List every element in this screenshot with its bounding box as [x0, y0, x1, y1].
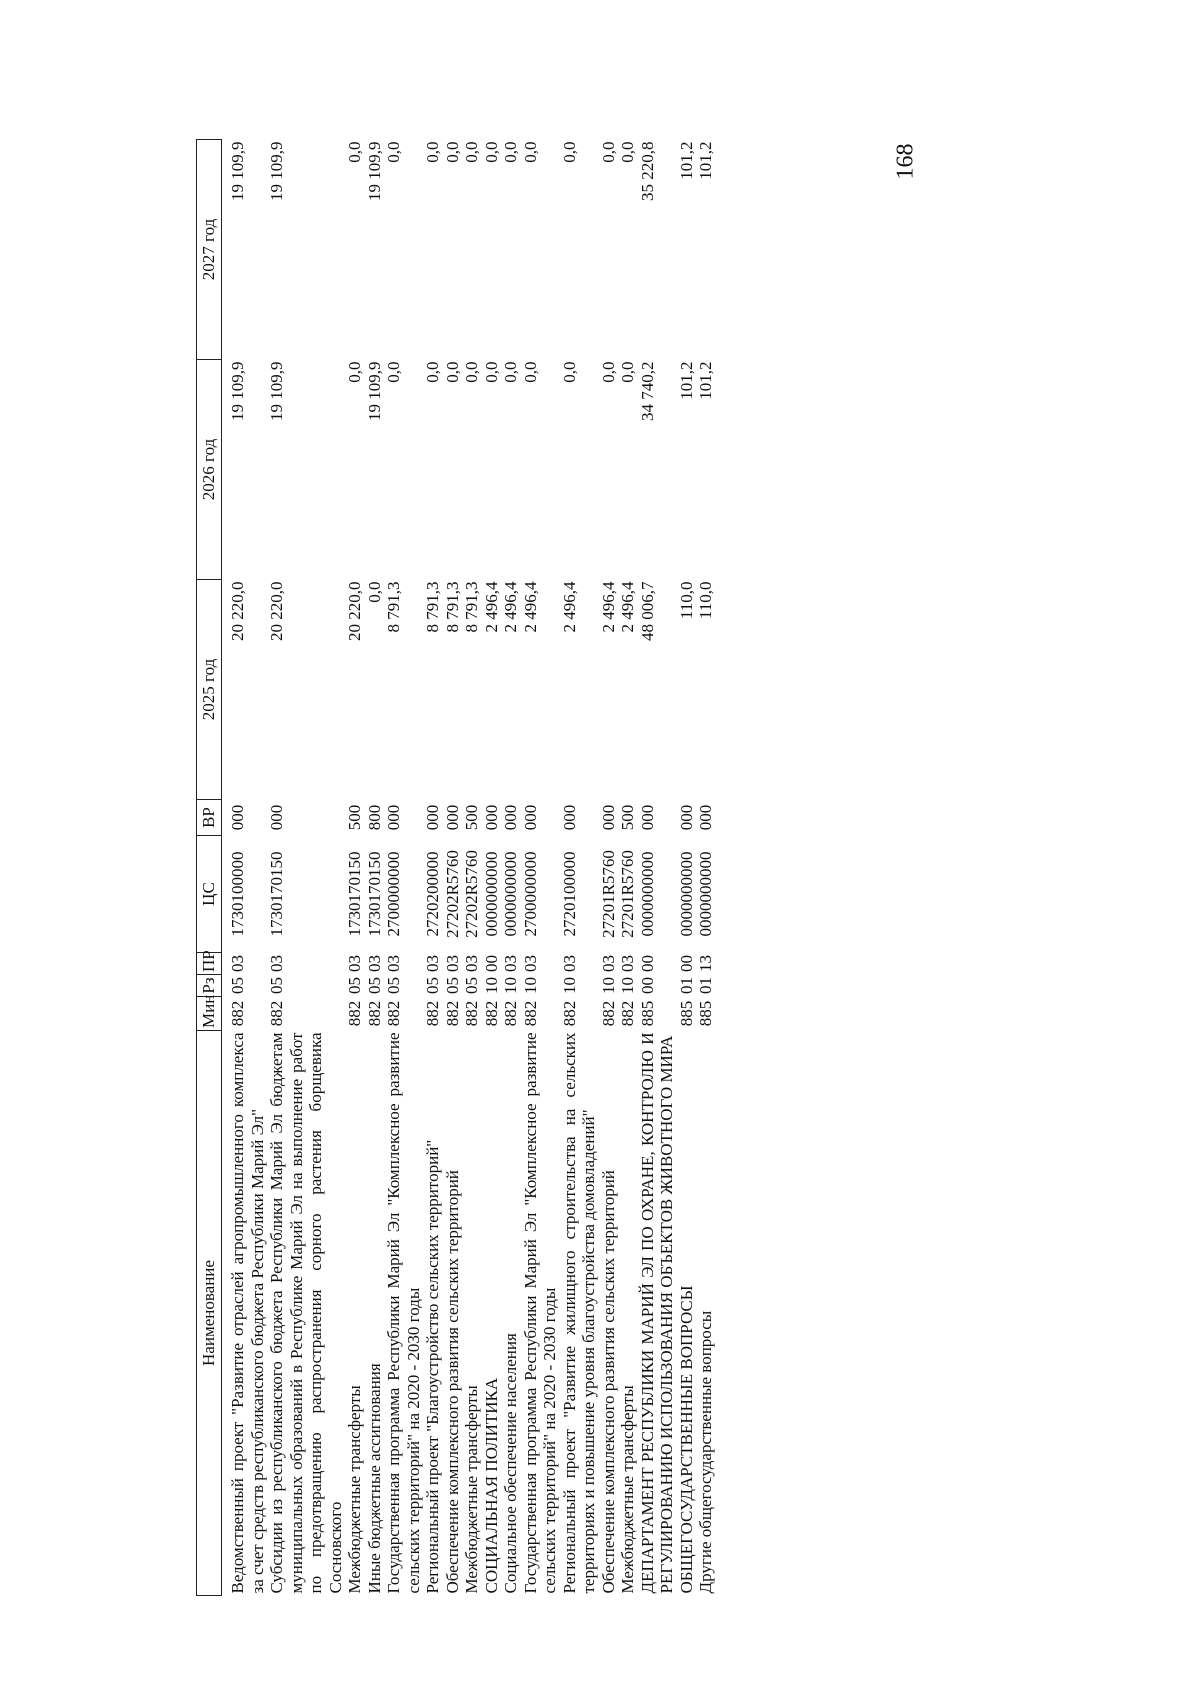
row-rz: 10: [618, 977, 637, 994]
row-rz: 01: [676, 977, 696, 994]
table-row: [521, 140, 560, 1596]
row-pr: 00: [481, 955, 501, 972]
row-2027: 19 109,9: [228, 141, 247, 201]
row-vr: 500: [345, 804, 364, 831]
row-cs: 0000000000: [696, 851, 715, 937]
row-2026: 19 109,9: [364, 361, 384, 421]
header-2027: 2027 год: [197, 140, 222, 360]
row-cs: 1730170150: [364, 851, 384, 937]
table-row: [560, 140, 599, 1596]
row-2025: 8 791,3: [442, 581, 462, 633]
row-2025: 110,0: [676, 581, 696, 620]
row-vr: 000: [598, 804, 618, 831]
row-pr: 03: [520, 955, 540, 972]
row-2025: 48 006,7: [637, 581, 657, 641]
row-2025: 20 220,0: [267, 581, 286, 641]
row-2025: 8 791,3: [423, 581, 442, 633]
row-name: Ведомственный проект "Развитие отраслей агропромышленного комплекса за счет средств республиканского бюджета Республики Марий Эл": [228, 1032, 267, 1594]
page-number: 168: [892, 143, 919, 180]
row-vr: 000: [501, 804, 520, 831]
row-name: Иные бюджетные ассигнования: [364, 1363, 384, 1594]
table-row: [696, 140, 716, 1596]
row-2026: 19 109,9: [267, 361, 286, 421]
row-name: СОЦИАЛЬНАЯ ПОЛИТИКА: [481, 1377, 501, 1594]
row-cs: 27202R5760: [462, 850, 481, 938]
row-rz: 10: [481, 977, 501, 994]
row-2027: 35 220,8: [637, 141, 657, 201]
row-2027: 0,0: [559, 141, 579, 163]
row-name: Региональный проект "Развитие жилищного строительства на сельских территориях и повышение уровня благоустройства домовладений": [559, 1032, 598, 1594]
row-2027: 0,0: [423, 141, 442, 163]
row-name: ДЕПАРТАМЕНТ РЕСПУБЛИКИ МАРИЙ ЭЛ ПО ОХРАНЕ, КОНТРОЛЮ И РЕГУЛИРОВАНИЮ ИСПОЛЬЗОВАНИЯ ОБЪЕКТОВ ЖИВОТНОГО МИРА: [637, 1032, 676, 1594]
rotated-page-content: [196, 140, 716, 1596]
row-vr: 000: [637, 804, 657, 831]
row-pr: 03: [345, 955, 364, 972]
row-2026: 0,0: [462, 361, 481, 383]
row-cs: 1730170150: [267, 851, 286, 937]
row-cs: 2720200000: [423, 851, 442, 937]
row-2025: 2 496,4: [598, 581, 618, 633]
row-rz: 05: [423, 977, 442, 994]
row-rz: 05: [345, 977, 364, 994]
table-row: [599, 140, 619, 1596]
row-pr: 03: [423, 955, 442, 972]
row-rz: 10: [501, 977, 520, 994]
row-cs: 0000000000: [637, 851, 657, 937]
row-2027: 0,0: [501, 141, 520, 163]
row-name: ОБЩЕГОСУДАРСТВЕННЫЕ ВОПРОСЫ: [676, 1285, 696, 1594]
row-cs: 0000000000: [676, 851, 696, 937]
row-name: Социальное обеспечение населения: [501, 1333, 520, 1594]
row-2026: 0,0: [423, 361, 442, 383]
row-min: 885: [637, 1000, 657, 1027]
row-cs: 27202R5760: [442, 850, 462, 938]
row-min: 882: [559, 1000, 579, 1027]
row-rz: 10: [520, 977, 540, 994]
row-name: Субсидии из республиканского бюджета Республики Марий Эл бюджетам муниципальных образований в Республике Марий Эл на выполнение работ по предотвращению распространения сорного растения борщевика Сосновского: [267, 1032, 345, 1594]
row-pr: 03: [364, 955, 384, 972]
row-min: 882: [364, 1000, 384, 1027]
table-row: [345, 140, 365, 1596]
row-2026: 0,0: [559, 361, 579, 383]
row-min: 882: [345, 1000, 364, 1027]
row-name: Государственная программа Республики Марий Эл "Комплексное развитие сельских территорий" на 2020 - 2030 годы: [520, 1032, 559, 1594]
row-pr: 03: [618, 955, 637, 972]
row-2026: 19 109,9: [228, 361, 247, 421]
row-cs: 2700000000: [384, 851, 403, 937]
row-min: 882: [481, 1000, 501, 1027]
row-min: 885: [696, 1000, 715, 1027]
row-rz: 05: [462, 977, 481, 994]
row-2026: 0,0: [442, 361, 462, 383]
row-rz: 05: [364, 977, 384, 994]
row-pr: 13: [696, 955, 715, 972]
row-cs: 0000000000: [501, 851, 520, 937]
row-rz: 10: [598, 977, 618, 994]
row-2025: 0,0: [364, 581, 384, 603]
row-rz: 10: [559, 977, 579, 994]
row-2027: 0,0: [462, 141, 481, 163]
row-vr: 000: [384, 804, 403, 831]
header-2025: 2025 год: [197, 580, 222, 800]
row-2027: 19 109,9: [364, 141, 384, 201]
row-rz: 01: [696, 977, 715, 994]
row-name: Государственная программа Республики Марий Эл "Комплексное развитие сельских территорий" на 2020 - 2030 годы: [384, 1032, 423, 1594]
row-2026: 101,2: [676, 361, 696, 400]
row-rz: 05: [442, 977, 462, 994]
row-cs: 0000000000: [481, 851, 501, 937]
row-2026: 0,0: [384, 361, 403, 383]
row-vr: 000: [559, 804, 579, 831]
row-2025: 2 496,4: [520, 581, 540, 633]
row-2026: 0,0: [520, 361, 540, 383]
row-vr: 000: [696, 804, 715, 831]
row-cs: 2720100000: [559, 851, 579, 937]
row-vr: 000: [228, 804, 247, 831]
row-2025: 2 496,4: [501, 581, 520, 633]
row-2025: 20 220,0: [345, 581, 364, 641]
row-min: 882: [598, 1000, 618, 1027]
row-min: 882: [267, 1000, 286, 1027]
table-body: [228, 140, 716, 1596]
row-2025: 2 496,4: [481, 581, 501, 633]
row-vr: 000: [676, 804, 696, 831]
header-vr: ВР: [197, 800, 222, 836]
row-2027: 0,0: [442, 141, 462, 163]
row-rz: 00: [637, 977, 657, 994]
header-cs: ЦС: [197, 836, 222, 953]
table-row: [443, 140, 463, 1596]
row-2027: 0,0: [520, 141, 540, 163]
row-pr: 00: [637, 955, 657, 972]
row-pr: 03: [559, 955, 579, 972]
row-vr: 500: [618, 804, 637, 831]
row-cs: 27201R5760: [618, 850, 637, 938]
row-pr: 03: [384, 955, 403, 972]
table-row: [677, 140, 697, 1596]
row-2027: 0,0: [481, 141, 501, 163]
row-2026: 0,0: [481, 361, 501, 383]
row-min: 882: [442, 1000, 462, 1027]
table-row: [618, 140, 638, 1596]
row-2026: 101,2: [696, 361, 715, 400]
row-vr: 500: [462, 804, 481, 831]
row-2026: 0,0: [345, 361, 364, 383]
row-2025: 8 791,3: [384, 581, 403, 633]
row-vr: 000: [267, 804, 286, 831]
row-cs: 27201R5760: [598, 850, 618, 938]
row-2027: 101,2: [676, 141, 696, 180]
table-row: [267, 140, 345, 1596]
table-row: [501, 140, 521, 1596]
row-rz: 05: [267, 977, 286, 994]
row-name: Межбюджетные трансферты: [462, 1385, 481, 1594]
row-name: Обеспечение комплексного развития сельских территорий: [442, 1170, 462, 1594]
row-min: 882: [618, 1000, 637, 1027]
table-row: [384, 140, 423, 1596]
row-min: 882: [384, 1000, 403, 1027]
row-min: 882: [228, 1000, 247, 1027]
row-min: 885: [676, 1000, 696, 1027]
row-2026: 0,0: [501, 361, 520, 383]
row-pr: 03: [442, 955, 462, 972]
row-2027: 0,0: [618, 141, 637, 163]
header-2026: 2026 год: [197, 360, 222, 580]
row-vr: 800: [364, 804, 384, 831]
table-row: [462, 140, 482, 1596]
row-pr: 03: [598, 955, 618, 972]
table-row: [228, 140, 267, 1596]
table-row: [638, 140, 677, 1596]
row-2025: 8 791,3: [462, 581, 481, 633]
row-pr: 03: [501, 955, 520, 972]
row-name: Межбюджетные трансферты: [345, 1385, 364, 1594]
row-2025: 20 220,0: [228, 581, 247, 641]
row-cs: 1730100000: [228, 851, 247, 937]
row-2027: 0,0: [598, 141, 618, 163]
row-min: 882: [520, 1000, 540, 1027]
row-cs: 1730170150: [345, 851, 364, 937]
row-vr: 000: [481, 804, 501, 831]
row-min: 882: [462, 1000, 481, 1027]
row-2027: 0,0: [345, 141, 364, 163]
header-min: Мин: [197, 997, 222, 1031]
row-2026: 34 740,2: [637, 361, 657, 421]
row-2026: 0,0: [618, 361, 637, 383]
header-rz: Рз: [197, 975, 222, 997]
row-vr: 000: [423, 804, 442, 831]
row-2025: 110,0: [696, 581, 715, 620]
row-rz: 05: [384, 977, 403, 994]
row-min: 882: [423, 1000, 442, 1027]
row-2027: 101,2: [696, 141, 715, 180]
row-pr: 03: [228, 955, 247, 972]
table-header-row: [197, 140, 222, 1596]
row-2027: 19 109,9: [267, 141, 286, 201]
row-2025: 2 496,4: [618, 581, 637, 633]
row-2027: 0,0: [384, 141, 403, 163]
row-pr: 03: [267, 955, 286, 972]
budget-table: [196, 139, 716, 1596]
table-row: [423, 140, 443, 1596]
row-2025: 2 496,4: [559, 581, 579, 633]
row-pr: 03: [462, 955, 481, 972]
header-name: Наименование: [197, 1031, 222, 1596]
row-pr: 00: [676, 955, 696, 972]
row-name: Межбюджетные трансферты: [618, 1385, 637, 1594]
row-min: 882: [501, 1000, 520, 1027]
row-name: Региональный проект "Благоустройство сельских территорий": [423, 1139, 442, 1594]
row-vr: 000: [442, 804, 462, 831]
row-2026: 0,0: [598, 361, 618, 383]
row-name: Другие общегосударственные вопросы: [696, 1310, 715, 1594]
header-pr: ПР: [197, 953, 222, 975]
row-rz: 05: [228, 977, 247, 994]
row-cs: 2700000000: [520, 851, 540, 937]
table-row: [482, 140, 502, 1596]
row-name: Обеспечение комплексного развития сельских территорий: [598, 1170, 618, 1594]
table-row: [365, 140, 385, 1596]
row-vr: 000: [520, 804, 540, 831]
